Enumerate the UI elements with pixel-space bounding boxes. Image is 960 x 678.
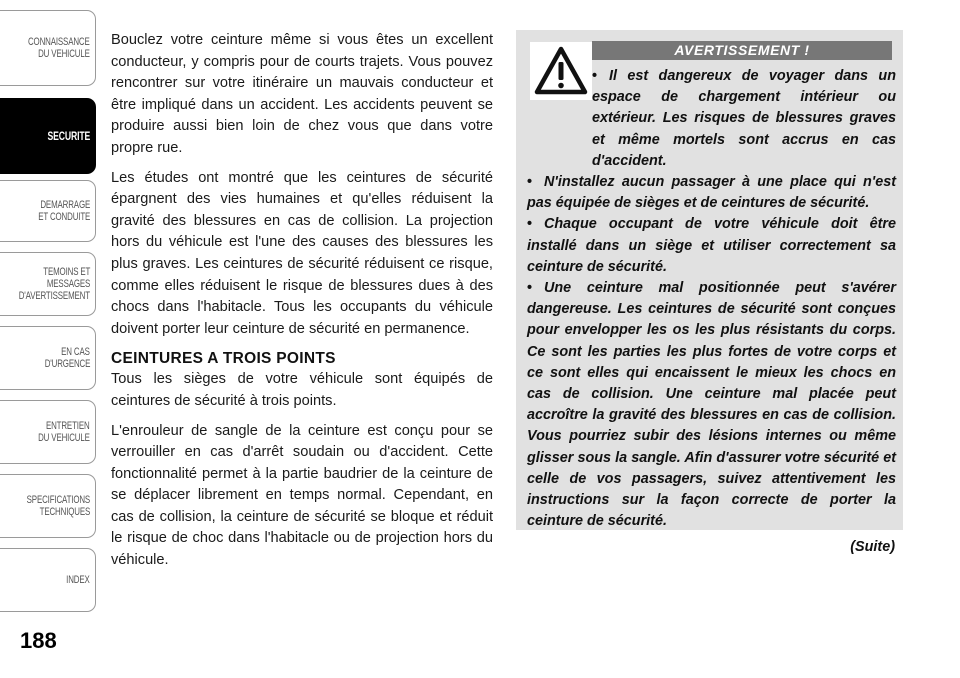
tab-demarrage-et-conduite[interactable]: [0, 180, 96, 242]
tab-temoins-et-messages[interactable]: [0, 252, 96, 316]
tab-label: CONNAISSANCE: [28, 36, 90, 48]
tab-label: INDEX: [66, 574, 90, 586]
bullet-glyph: •: [527, 174, 533, 191]
tab-label: SPECIFICATIONS: [26, 494, 90, 506]
warning-list: [527, 66, 896, 532]
main-text-column: [111, 30, 493, 580]
page-number: 188: [20, 628, 57, 653]
tab-en-cas-d-urgence[interactable]: [0, 326, 96, 390]
warning-item-text: N'installez aucun passager à une place qui n'est pas équipée de sièges et de ceintures de sécurité.: [527, 174, 896, 212]
tab-label: DEMARRAGE: [40, 199, 90, 211]
tab-label: MESSAGES: [46, 278, 90, 290]
tab-label: D'AVERTISSEMENT: [18, 290, 90, 302]
tab-entretien-du-vehicule[interactable]: [0, 400, 96, 464]
tab-label: TEMOINS ET: [43, 266, 90, 278]
tab-connaissance-du-vehicule[interactable]: [0, 10, 96, 86]
tab-label: ET CONDUITE: [38, 211, 90, 223]
paragraph: Bouclez votre ceinture même si vous êtes un excellent conducteur, y compris pour de courts trajets. Vous pouvez rencontrer sur votre itinéraire un mauvais conducteur et être impliqué dans un accident. Les accidents peuvent se produire aussi bien loin de chez vous que dans votre propre rue.: [111, 32, 493, 156]
tab-securite[interactable]: [0, 98, 96, 174]
bullet-glyph: •: [592, 68, 598, 84]
warning-item: [527, 278, 896, 532]
continued-label: (Suite): [850, 539, 895, 555]
tab-label: TECHNIQUES: [39, 506, 90, 518]
tab-specifications-techniques[interactable]: [0, 474, 96, 538]
paragraph: Les études ont montré que les ceintures de sécurité épargnent des vies humaines et qu'elles réduisent la gravité des blessures en cas de collision. La projection hors du véhicule est l'une des causes des blessures les plus graves. Les ceintures de sécurité réduisent ce risque, comme elles réduisent le risque de blessures dues à des chocs dans l'habitacle. Tous les occupants du véhicule doivent porter leur ceinture de sécurité en permanence.: [111, 169, 493, 337]
warning-item: [527, 214, 896, 278]
warning-item-text: Une ceinture mal positionnée peut s'avérer dangereuse. Les ceintures de sécurité sont conçues pour envelopper les os les plus résistants du corps. Ce sont les parties les plus fortes de votre corps et ce sont elles qui encaissent le mieux les chocs en cas de collision. Une ceinture mal placée peut accroître la gravité des blessures en cas de collision. Vous pourriez subir des lésions internes ou même glisser sous la sangle. Afin d'assurer votre sécurité et celle de vos passagers, suivez attentivement les instructions sur la façon correcte de porter la ceinture de sécurité.: [527, 280, 896, 530]
bullet-glyph: •: [527, 216, 533, 233]
bullet-glyph: •: [527, 280, 533, 297]
paragraph: L'enrouleur de sangle de la ceinture est conçu pour se verrouiller en cas d'arrêt soudain ou d'accident. Cette fonctionnalité permet à la partie baudrier de la ceinture de se déplacer librement en temps normal. Cependant, en cas de collision, la ceinture de sécurité se bloque et réduit le risque de choc dans l'habitacle ou de projection hors du véhicule.: [111, 422, 493, 569]
warning-item: [527, 66, 896, 172]
warning-item: [527, 172, 896, 214]
tab-label: DU VEHICULE: [38, 432, 90, 444]
tab-index[interactable]: [0, 548, 96, 612]
warning-box: [516, 30, 903, 530]
warning-item-text: Il est dangereux de voyager dans un espace de chargement intérieur ou extérieur. Les risques de blessures graves et même mortels sont accrus en cas d'accident.: [592, 68, 896, 169]
section-heading: CEINTURES A TROIS POINTS: [111, 350, 336, 368]
tab-label: ENTRETIEN: [46, 420, 90, 432]
tab-label: SECURITE: [47, 129, 90, 143]
tab-label: EN CAS: [61, 346, 90, 358]
paragraph: Tous les sièges de votre véhicule sont équipés de ceintures de sécurité à trois points.: [111, 371, 493, 409]
warning-item-text: Chaque occupant de votre véhicule doit être installé dans un siège et utiliser correctement sa ceinture de sécurité.: [527, 216, 896, 275]
warning-title: AVERTISSEMENT !: [592, 41, 892, 60]
tab-label: DU VEHICULE: [38, 48, 90, 60]
tab-label: D'URGENCE: [44, 358, 90, 370]
